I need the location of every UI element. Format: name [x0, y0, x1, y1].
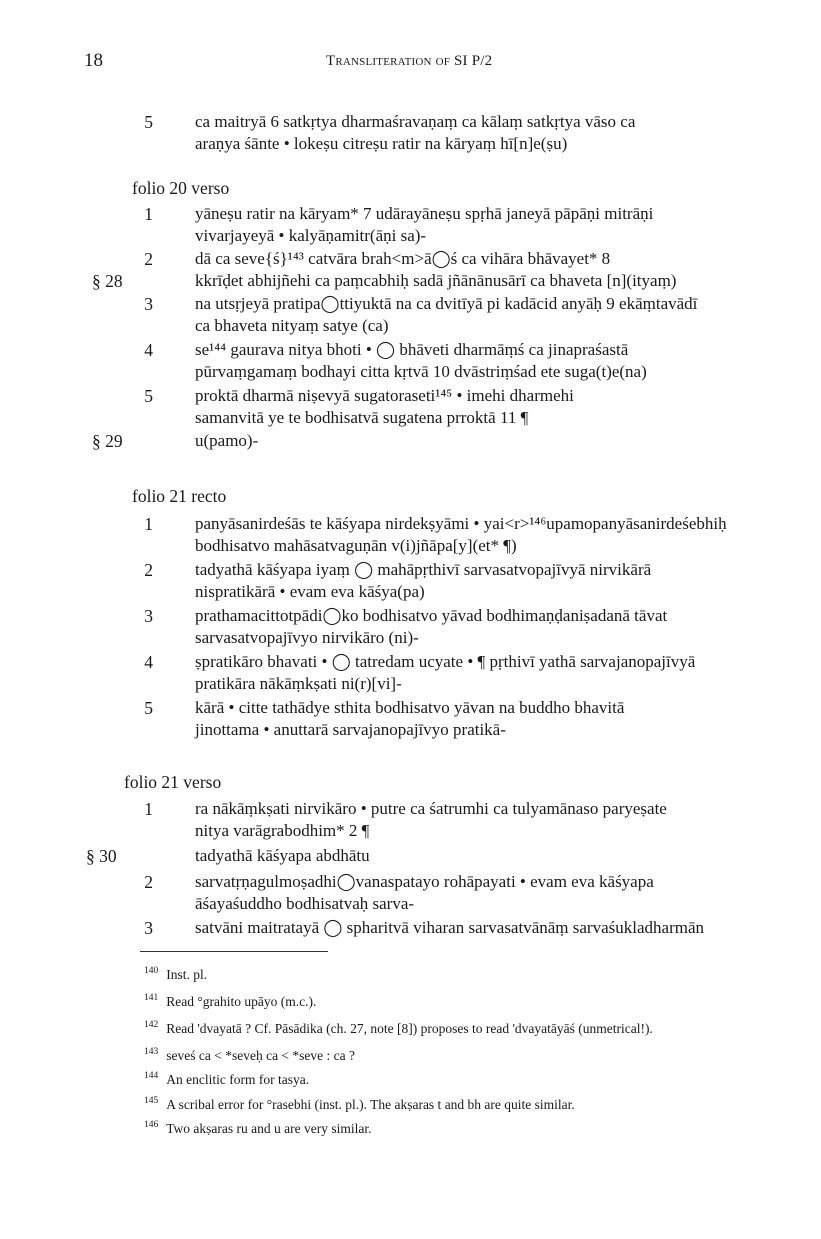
text-line: sarvatṛṇagulmoṣadhi◯vanaspatayo rohāpayati • evam eva kāśyapa	[195, 872, 654, 891]
line-number: 2	[144, 249, 153, 269]
text-line: vivarjayeyā • kalyāṇamitr(āṇi sa)-	[195, 226, 427, 245]
text-line: se¹⁴⁴ gaurava nitya bhoti • ◯ bhāveti dharmāṃś ca jinapraśastā	[195, 340, 629, 359]
footnote-text: A scribal error for °rasebhi (inst. pl.). The akṣaras t and bh are quite similar.	[166, 1097, 575, 1112]
footnote	[144, 1047, 355, 1064]
footnote	[144, 993, 316, 1010]
folio-heading: folio 20 verso	[132, 178, 230, 198]
text-line: kārā • citte tathādye sthita bodhisatvo yāvan na buddho bhavitā	[195, 698, 625, 717]
footnote-text: Read °grahito upāyo (m.c.).	[166, 994, 317, 1009]
footnote-rule	[140, 951, 328, 952]
footnote	[144, 966, 207, 983]
line-number: 5	[144, 112, 153, 132]
text-line: panyāsanirdeśās te kāśyapa nirdekṣyāmi • yai<r>¹⁴⁶upamopanyāsanirdeśebhiḥ	[195, 514, 727, 533]
line-number: 1	[144, 514, 153, 534]
footnote-text: Inst. pl.	[166, 967, 208, 982]
footnote-mark: 141	[144, 993, 159, 1003]
footnote	[144, 1120, 372, 1137]
folio-heading: folio 21 recto	[132, 486, 227, 506]
page-number: 18	[84, 50, 103, 71]
text-line: nitya varāgrabodhim* 2 ¶	[195, 821, 370, 840]
footnote-mark: 144	[144, 1071, 159, 1081]
text-line: prathamacittotpādi◯ko bodhisatvo yāvad bodhimaṇḍaniṣadanā tāvat	[195, 606, 668, 625]
text-line: dā ca seve{ś}¹⁴³ catvāra brah<m>ā◯ś ca vihāra bhāvayet* 8	[195, 249, 611, 268]
line-number: 1	[144, 204, 153, 224]
running-title: Transliteration of SI P/2	[326, 53, 493, 69]
footnote	[144, 1071, 309, 1088]
text-line: ca maitryā 6 satkṛtya dharmaśravaṇaṃ ca kālaṃ satkṛtya vāso ca	[195, 112, 636, 131]
text-line: na utsṛjeyā pratipa◯ttiyuktā na ca dvitīyā pi kadācid anyāḥ 9 ekāṃtavādī	[195, 294, 698, 313]
text-line: sarvasatvopajīvyo nirvikāro (ni)-	[195, 628, 419, 647]
text-line: samanvitā ye te bodhisatvā sugatena prroktā 11 ¶	[195, 408, 529, 427]
text-line: tadyathā kāśyapa abdhātu	[195, 846, 370, 865]
line-number: 2	[144, 560, 153, 580]
footnote	[144, 1020, 653, 1037]
text-line: yāneṣu ratir na kāryam* 7 udārayāneṣu spṛhā janeyā pāpāṇi mitrāṇi	[195, 204, 654, 223]
section-marker: § 29	[92, 431, 123, 451]
footnote-mark: 140	[144, 966, 159, 976]
line-number: 3	[144, 918, 153, 938]
text-line: tadyathā kāśyapa iyaṃ ◯ mahāpṛthivī sarvasatvopajīvyā nirvikārā	[195, 560, 652, 579]
footnote-mark: 146	[144, 1120, 159, 1130]
footnote	[144, 1096, 575, 1113]
text-line: satvāni maitratayā ◯ spharitvā viharan sarvasatvānāṃ sarvaśukladharmān	[195, 918, 704, 937]
line-number: 3	[144, 294, 153, 314]
line-number: 5	[144, 386, 153, 406]
text-line: jinottama • anuttarā sarvajanopajīvyo pratikā-	[195, 720, 506, 739]
footnote-mark: 145	[144, 1096, 159, 1106]
line-number: 4	[144, 652, 153, 672]
text-line: ra nākāṃkṣati nirvikāro • putre ca śatrumhi ca tulyamānaso paryeṣate	[195, 799, 667, 818]
line-number: 3	[144, 606, 153, 626]
line-number: 4	[144, 340, 153, 360]
text-line: bodhisatvo mahāsatvaguṇān v(i)jñāpa[y](et* ¶)	[195, 536, 517, 555]
footnote-text: seveś ca < *seveḥ ca < *seve : ca ?	[166, 1048, 356, 1063]
folio-heading: folio 21 verso	[124, 772, 222, 792]
text-line: ṣpratikāro bhavati • ◯ tatredam ucyate • ¶ pṛthivī yathā sarvajanopajīvyā	[195, 652, 696, 671]
text-line: āśayaśuddho bodhisatvaḥ sarva-	[195, 894, 415, 913]
text-line: u(pamo)-	[195, 431, 259, 450]
footnote-text: Read 'dvayatā ? Cf. Pāsādika (ch. 27, note [8]) proposes to read 'dvayatāyāś (unmetrical!).	[166, 1021, 653, 1036]
footnote-text: An enclitic form for tasya.	[166, 1072, 310, 1087]
text-line: pūrvaṃgamaṃ bodhayi citta kṛtvā 10 dvāstriṃśad ete suga(t)e(na)	[195, 362, 647, 381]
text-line: kkrīḍet abhijñehi ca paṃcabhiḥ sadā jñānānusārī ca bhaveta [n](ityaṃ)	[195, 271, 677, 290]
text-line: proktā dharmā niṣevyā sugatoraseti¹⁴⁵ • imehi dharmehi	[195, 386, 574, 405]
text-line: nispratikārā • evam eva kāśya(pa)	[195, 582, 425, 601]
line-number: 2	[144, 872, 153, 892]
text-line: pratikāra nākāṃkṣati ni(r)[vi]-	[195, 674, 402, 693]
text-line: araṇya śānte • lokeṣu citreṣu ratir na kāryaṃ hī[n]e(ṣu)	[195, 134, 568, 153]
section-marker: § 28	[92, 271, 123, 291]
line-number: 5	[144, 698, 153, 718]
footnote-text: Two akṣaras ru and u are very similar.	[166, 1121, 372, 1136]
section-marker: § 30	[86, 846, 117, 866]
footnote-mark: 143	[144, 1047, 159, 1057]
footnote-mark: 142	[144, 1020, 159, 1030]
text-line: ca bhaveta nityaṃ satye (ca)	[195, 316, 389, 335]
line-number: 1	[144, 799, 153, 819]
